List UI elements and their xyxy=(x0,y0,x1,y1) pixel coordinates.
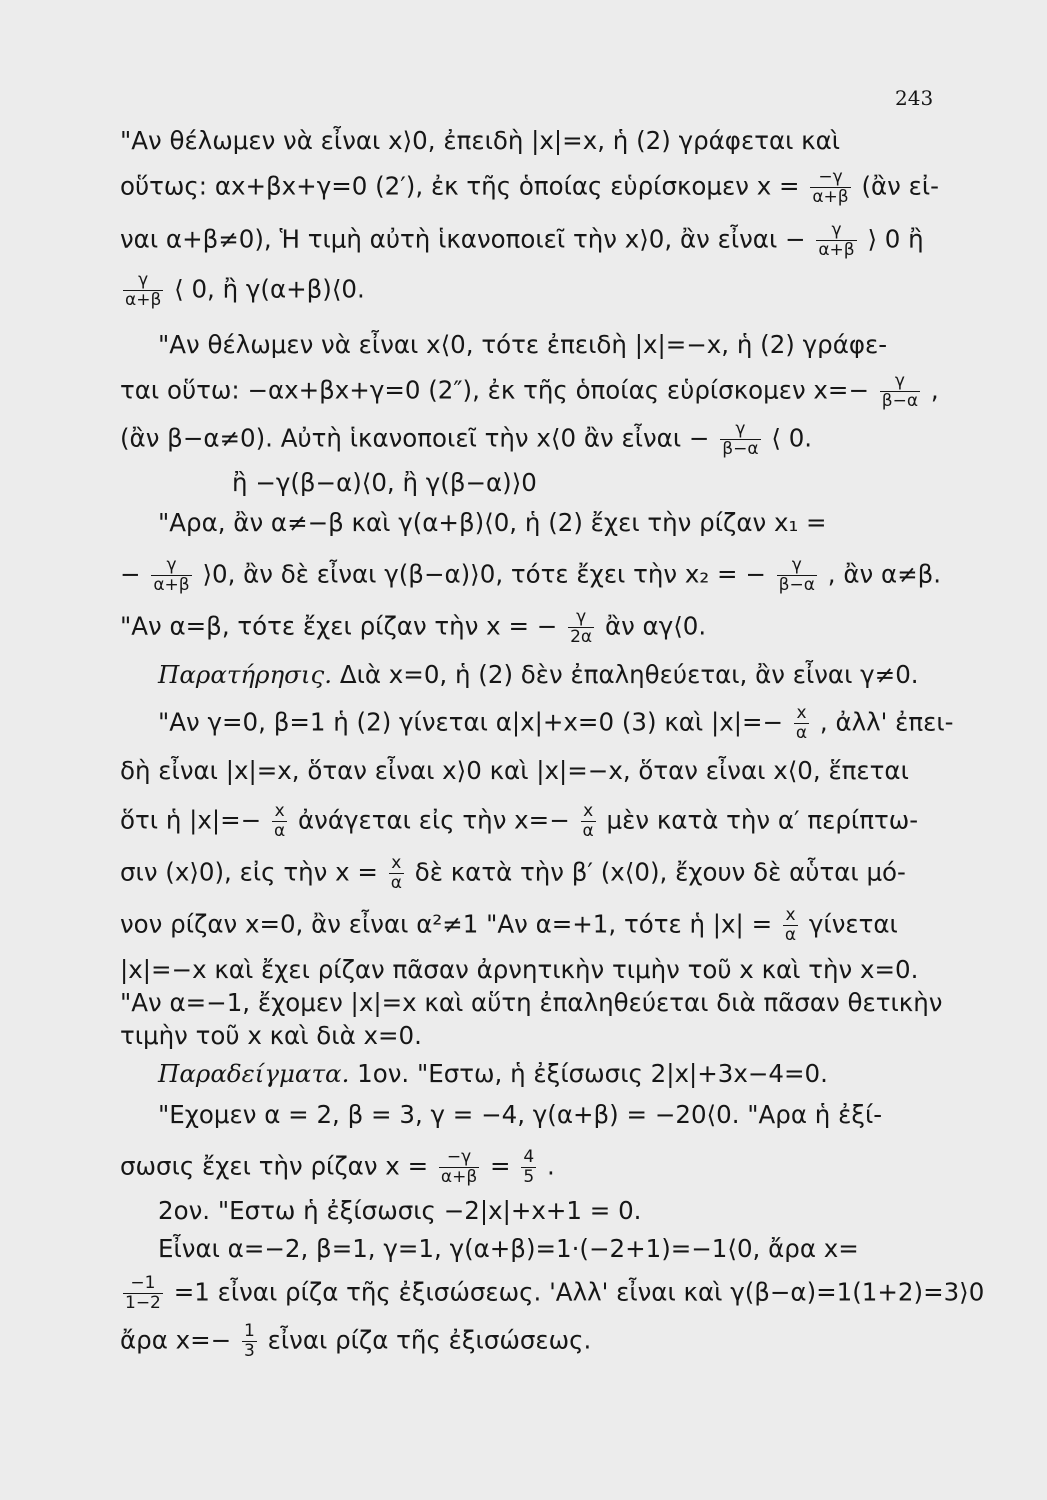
fraction xyxy=(568,608,594,647)
text-line xyxy=(120,988,943,1018)
text-segment: "Αν α=β, τότε ἔχει ρίζαν τὴν x = − xyxy=(120,611,558,641)
numerator: x xyxy=(783,906,798,926)
numerator: γ xyxy=(123,271,163,291)
text-line xyxy=(158,1234,978,1264)
text-line xyxy=(158,1196,978,1226)
text-segment: νον ρίζαν x=0, ἂν εἶναι α²≠1 "Αν α=+1, τότε ἡ |x| = xyxy=(120,909,773,939)
denominator: 1−2 xyxy=(125,1293,161,1313)
text-segment: Εἶναι α=−2, β=1, γ=1, γ(α+β)=1·(−2+1)=−1⟨0, ἄρα x= xyxy=(158,1234,859,1263)
text-segment: μὲν κατὰ τὴν α′ περίπτω- xyxy=(606,805,919,835)
numerator: x xyxy=(581,802,596,822)
text-segment: ναι α+β≠0), Ἡ τιμὴ αὐτὴ ἱκανοποιεῖ τὴν x⟩0, ἂν εἶναι − xyxy=(120,224,806,254)
text-segment: . xyxy=(546,1151,555,1181)
numerator: γ xyxy=(568,608,594,628)
text-segment: "Αν α=−1, ἔχομεν |x|=x καὶ αὕτη ἐπαληθεύεται διὰ πᾶσαν θετικὴν xyxy=(120,988,943,1017)
text-line xyxy=(232,468,1047,498)
text-line xyxy=(158,330,978,360)
text-segment: ⟩ 0 ἢ xyxy=(867,224,924,254)
text-line xyxy=(158,704,978,743)
numerator: γ xyxy=(880,372,920,392)
text-line xyxy=(120,168,940,207)
text-segment: ⟨ 0. xyxy=(771,423,813,453)
numerator: 4 xyxy=(523,1147,535,1167)
denominator: 5 xyxy=(523,1167,535,1187)
denominator: β−α xyxy=(778,575,815,595)
denominator: β−α xyxy=(722,439,759,459)
denominator: α+β xyxy=(812,187,849,207)
text-segment: =1 εἶναι ρίζα τῆς ἐξισώσεως. 'Αλλ' εἶναι καὶ γ(β−α)=1(1+2)=3⟩0 xyxy=(173,1277,985,1307)
text-segment: ἢ −γ(β−α)⟨0, ἢ γ(β−α)⟩0 xyxy=(232,468,537,497)
text-segment: ἀνάγεται εἰς τὴν x=− xyxy=(298,805,570,835)
text-segment: 1ον. "Εστω, ἡ ἐξίσωσις 2|x|+3x−4=0. xyxy=(357,1059,828,1088)
text-segment: σωσις ἔχει τὴν ρίζαν x = xyxy=(120,1151,429,1181)
text-segment: δὲ κατὰ τὴν β′ (x⟨0), ἔχουν δὲ αὗται μό- xyxy=(414,857,906,887)
text-line xyxy=(120,126,940,156)
text-line xyxy=(158,1100,978,1130)
fraction xyxy=(880,372,920,411)
denominator: α xyxy=(795,723,808,743)
text-segment: (ἂν εἰ- xyxy=(861,171,939,201)
numerator: x xyxy=(794,704,809,724)
text-segment: γίνεται xyxy=(808,909,898,939)
fraction xyxy=(272,802,287,841)
text-line xyxy=(120,1148,940,1187)
denominator: 2α xyxy=(570,627,593,647)
page-number: 243 xyxy=(895,86,934,110)
text-line xyxy=(120,906,940,945)
text-segment: δὴ εἶναι |x|=x, ὅταν εἶναι x⟩0 καὶ |x|=−x, ὅταν εἶναι x⟨0, ἕπεται xyxy=(120,756,909,785)
fraction xyxy=(123,271,163,310)
examples-heading: Παραδείγματα. xyxy=(158,1059,350,1088)
text-line xyxy=(120,756,940,786)
numerator: 1 xyxy=(244,1321,255,1341)
text-line xyxy=(120,1273,985,1313)
fraction xyxy=(439,1148,479,1187)
fraction xyxy=(389,854,404,893)
fraction xyxy=(123,1274,163,1313)
fraction xyxy=(816,221,856,260)
text-segment: οὕτως: αx+βx+γ=0 (2′), ἐκ τῆς ὁποίας εὑρίσκομεν x = xyxy=(120,171,800,201)
denominator: 3 xyxy=(244,1341,255,1361)
fraction xyxy=(783,906,798,945)
denominator: α+β xyxy=(153,575,190,595)
numerator: γ xyxy=(816,221,856,241)
text-segment: εἶναι ρίζα τῆς ἐξισώσεως. xyxy=(267,1325,592,1355)
text-line xyxy=(120,271,940,310)
text-segment: "Αν θέλωμεν νὰ εἶναι x⟩0, ἐπειδὴ |x|=x, ἡ (2) γράφεται καὶ xyxy=(120,126,841,155)
text-line xyxy=(158,660,978,690)
denominator: α xyxy=(784,925,797,945)
text-segment: ὅτι ἡ |x|=− xyxy=(120,805,262,835)
text-segment: ἂν αγ⟨0. xyxy=(604,611,707,641)
text-line xyxy=(158,508,978,538)
denominator: α+β xyxy=(125,290,162,310)
denominator: α+β xyxy=(440,1167,478,1187)
text-segment: , ἀλλ' ἐπει- xyxy=(819,707,954,737)
numerator: γ xyxy=(720,420,760,440)
text-segment: − xyxy=(120,559,141,589)
text-segment: "Αν γ=0, β=1 ἡ (2) γίνεται α|x|+x=0 (3) καὶ |x|=− xyxy=(158,707,784,737)
fraction xyxy=(810,168,850,207)
text-segment: , ἂν α≠β. xyxy=(827,559,942,589)
denominator: α xyxy=(274,821,286,841)
text-segment: ἄρα x=− xyxy=(120,1325,232,1355)
text-segment: "Εχομεν α = 2, β = 3, γ = −4, γ(α+β) = −20⟨0. "Αρα ἡ ἐξί- xyxy=(158,1100,883,1129)
numerator: x xyxy=(272,802,287,822)
text-line xyxy=(120,1021,940,1051)
numerator: γ xyxy=(777,556,817,576)
text-line xyxy=(120,556,940,595)
fraction xyxy=(151,556,191,595)
numerator: x xyxy=(389,854,404,874)
text-line xyxy=(158,1059,978,1089)
text-segment: Διὰ x=0, ἡ (2) δὲν ἐπαληθεύεται, ἂν εἶναι γ≠0. xyxy=(339,660,919,689)
text-line xyxy=(120,221,940,260)
remark-heading: Παρατήρησις. xyxy=(158,660,333,689)
numerator: −γ xyxy=(439,1148,479,1168)
text-line xyxy=(120,854,940,893)
text-segment: (ἂν β−α≠0). Αὐτὴ ἱκανοποιεῖ τὴν x⟨0 ἂν εἶναι − xyxy=(120,423,710,453)
text-segment: ται οὕτω: −αx+βx+γ=0 (2″), ἐκ τῆς ὁποίας εὑρίσκομεν x=− xyxy=(120,375,869,405)
numerator: γ xyxy=(151,556,191,576)
text-segment: 2ον. "Εστω ἡ ἐξίσωσις −2|x|+x+1 = 0. xyxy=(158,1196,642,1225)
fraction xyxy=(521,1148,536,1187)
text-segment: σιν (x⟩0), εἰς τὴν x = xyxy=(120,857,378,887)
fraction xyxy=(720,420,760,459)
text-segment: τιμὴν τοῦ x καὶ διὰ x=0. xyxy=(120,1021,422,1050)
denominator: α+β xyxy=(818,240,855,260)
text-line xyxy=(120,1322,940,1361)
fraction xyxy=(242,1322,257,1361)
numerator: −1 xyxy=(123,1274,163,1294)
text-line xyxy=(120,955,940,985)
text-segment: , xyxy=(930,375,939,405)
text-line xyxy=(120,608,940,647)
text-line xyxy=(120,420,940,459)
numerator: −γ xyxy=(810,168,850,188)
text-line xyxy=(120,802,940,841)
text-segment: "Αρα, ἂν α≠−β καὶ γ(α+β)⟨0, ἡ (2) ἔχει τὴν ρίζαν x₁ = xyxy=(158,508,827,537)
text-line xyxy=(120,372,940,411)
text-segment: |x|=−x καὶ ἔχει ρίζαν πᾶσαν ἀρνητικὴν τιμὴν τοῦ x καὶ τὴν x=0. xyxy=(120,955,919,984)
denominator: α xyxy=(390,873,402,893)
text-segment: ⟨ 0, ἢ γ(α+β)⟨0. xyxy=(174,274,365,304)
fraction xyxy=(794,704,809,743)
fraction xyxy=(581,802,596,841)
text-segment: "Αν θέλωμεν νὰ εἶναι x⟨0, τότε ἐπειδὴ |x|=−x, ἡ (2) γράφε- xyxy=(158,330,888,359)
denominator: β−α xyxy=(881,391,919,411)
denominator: α xyxy=(582,821,594,841)
text-segment: ⟩0, ἂν δὲ εἶναι γ(β−α)⟩0, τότε ἔχει τὴν x₂ = − xyxy=(202,559,766,589)
fraction xyxy=(777,556,817,595)
text-segment: = xyxy=(490,1151,511,1181)
